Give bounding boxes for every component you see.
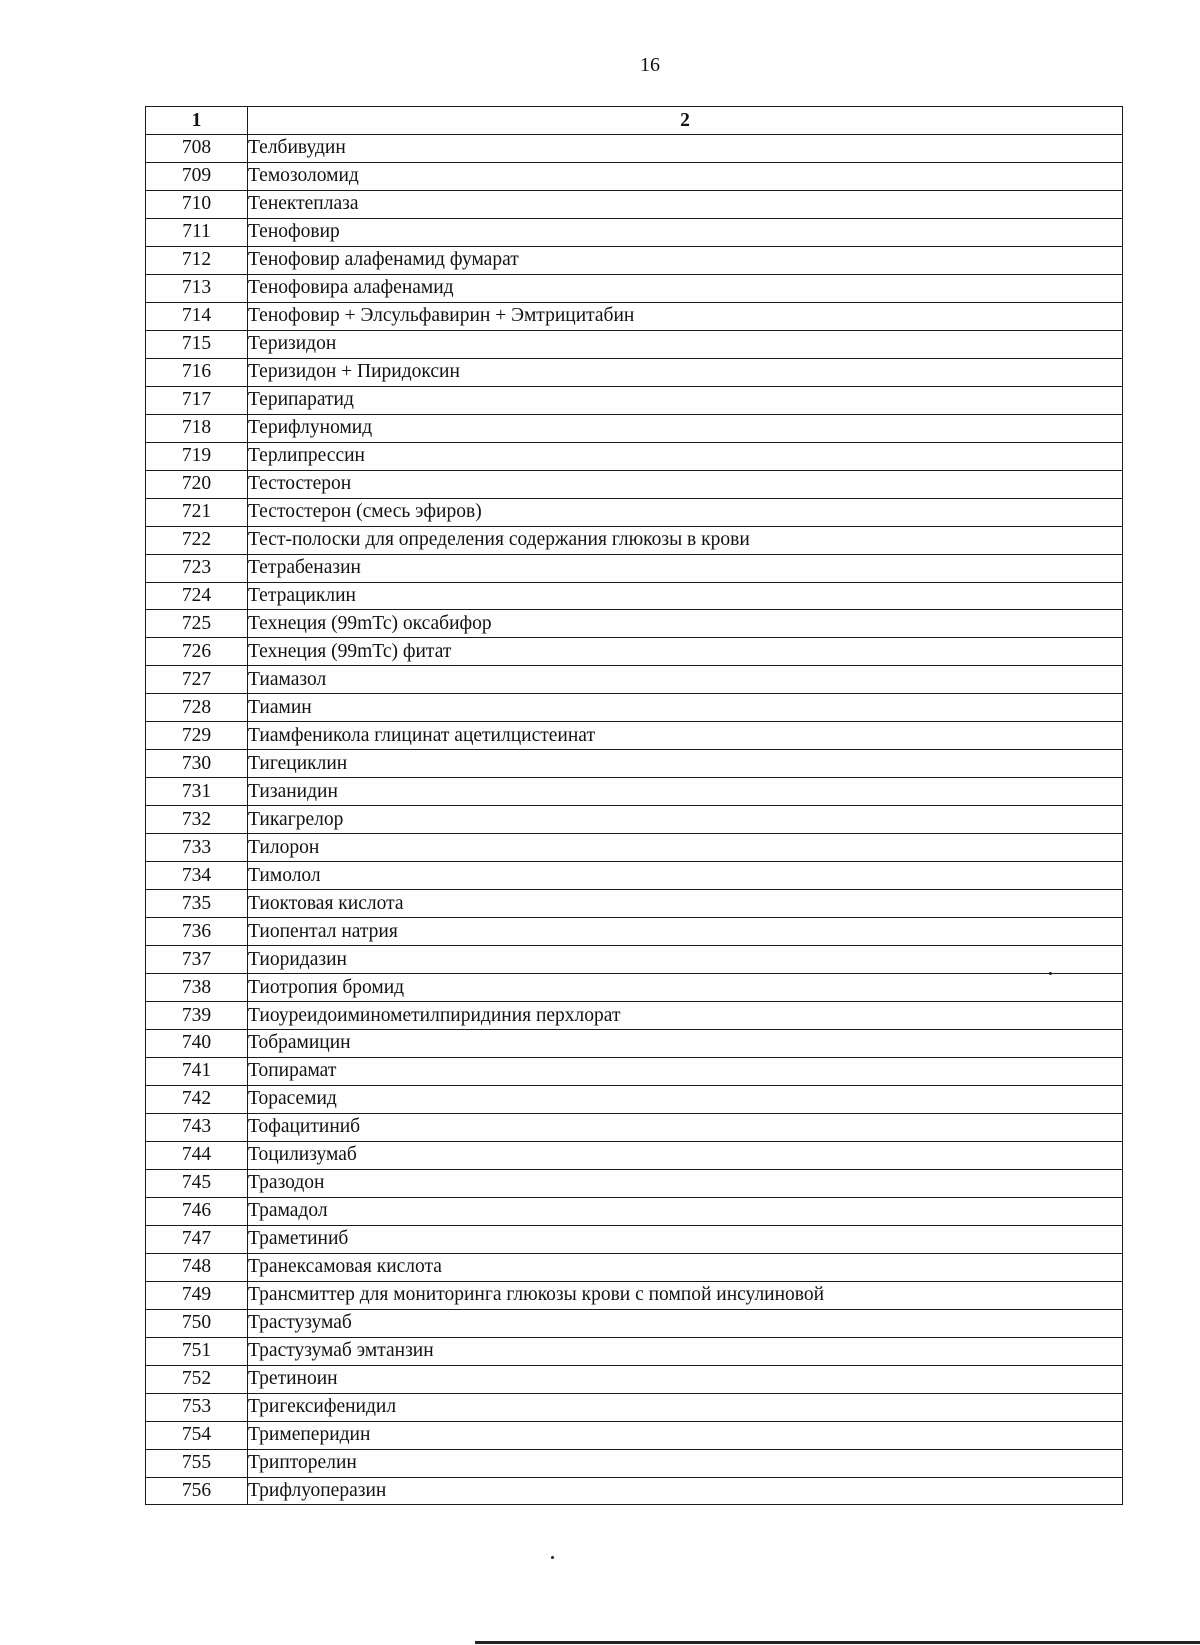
- drug-name: Теризидон + Пиридоксин: [248, 358, 1123, 386]
- row-number: 742: [146, 1085, 248, 1113]
- table-row: [146, 190, 1123, 218]
- drug-name: Тоцилизумаб: [248, 1141, 1123, 1169]
- drug-name: Тилорон: [248, 834, 1123, 862]
- row-number: 752: [146, 1365, 248, 1393]
- drug-name: Телбивудин: [248, 135, 1123, 163]
- row-number: 719: [146, 442, 248, 470]
- table-row: [146, 1030, 1123, 1058]
- drug-name: Траметиниб: [248, 1225, 1123, 1253]
- table-row: [146, 694, 1123, 722]
- drug-name: Тиамфеникола глицинат ацетилцистеинат: [248, 722, 1123, 750]
- table-row: [146, 1113, 1123, 1141]
- row-number: 720: [146, 470, 248, 498]
- row-number: 715: [146, 330, 248, 358]
- table-row: [146, 526, 1123, 554]
- row-number: 713: [146, 274, 248, 302]
- row-number: 736: [146, 918, 248, 946]
- table-row: [146, 862, 1123, 890]
- table-row: [146, 1337, 1123, 1365]
- table-row: [146, 470, 1123, 498]
- drug-name: Терипаратид: [248, 386, 1123, 414]
- row-number: 731: [146, 778, 248, 806]
- row-number: 750: [146, 1309, 248, 1337]
- row-number: 711: [146, 218, 248, 246]
- row-number: 722: [146, 526, 248, 554]
- drug-name: Трастузумаб: [248, 1309, 1123, 1337]
- drug-name: Тенофовира алафенамид: [248, 274, 1123, 302]
- table-row: [146, 834, 1123, 862]
- row-number: 717: [146, 386, 248, 414]
- drug-name: Транексамовая кислота: [248, 1253, 1123, 1281]
- table-row: [146, 1225, 1123, 1253]
- drug-name: Тобрамицин: [248, 1030, 1123, 1058]
- row-number: 732: [146, 806, 248, 834]
- drug-name: Тестостерон (смесь эфиров): [248, 498, 1123, 526]
- drug-name: Тиопентал натрия: [248, 918, 1123, 946]
- drug-name: Тримеперидин: [248, 1421, 1123, 1449]
- table-row: [146, 1253, 1123, 1281]
- row-number: 708: [146, 135, 248, 163]
- row-number: 739: [146, 1002, 248, 1030]
- drug-name: Тигециклин: [248, 750, 1123, 778]
- table-row: [146, 274, 1123, 302]
- drug-list-table: [145, 106, 1123, 1505]
- drug-name: Тофацитиниб: [248, 1113, 1123, 1141]
- row-number: 728: [146, 694, 248, 722]
- row-number: 724: [146, 582, 248, 610]
- row-number: 738: [146, 974, 248, 1002]
- table-row: [146, 135, 1123, 163]
- row-number: 755: [146, 1449, 248, 1477]
- table-row: [146, 498, 1123, 526]
- table-row: [146, 610, 1123, 638]
- drug-name: Тенофовир + Элсульфавирин + Эмтрицитабин: [248, 302, 1123, 330]
- row-number: 741: [146, 1057, 248, 1085]
- drug-name: Тиоктовая кислота: [248, 890, 1123, 918]
- table-row: [146, 1085, 1123, 1113]
- row-number: 733: [146, 834, 248, 862]
- table-row: [146, 358, 1123, 386]
- scan-edge-line: [475, 1641, 1200, 1644]
- table-row: [146, 246, 1123, 274]
- column-header-name: 2: [248, 107, 1123, 135]
- drug-name: Тразодон: [248, 1169, 1123, 1197]
- table-row: [146, 330, 1123, 358]
- row-number: 710: [146, 190, 248, 218]
- row-number: 751: [146, 1337, 248, 1365]
- table-row: [146, 414, 1123, 442]
- drug-name: Тикагрелор: [248, 806, 1123, 834]
- table-row: [146, 442, 1123, 470]
- drug-name: Тизанидин: [248, 778, 1123, 806]
- drug-name: Тетрабеназин: [248, 554, 1123, 582]
- table-body: [146, 135, 1123, 1505]
- table-row: [146, 638, 1123, 666]
- row-number: 754: [146, 1421, 248, 1449]
- table-row: [146, 162, 1123, 190]
- drug-name: Тиоридазин: [248, 946, 1123, 974]
- drug-name: Темозоломид: [248, 162, 1123, 190]
- scan-speck: [1049, 972, 1052, 975]
- table-row: [146, 974, 1123, 1002]
- row-number: 740: [146, 1030, 248, 1058]
- row-number: 718: [146, 414, 248, 442]
- drug-name: Торасемид: [248, 1085, 1123, 1113]
- table-row: [146, 386, 1123, 414]
- row-number: 714: [146, 302, 248, 330]
- drug-name: Терлипрессин: [248, 442, 1123, 470]
- table-row: [146, 302, 1123, 330]
- table-row: [146, 1169, 1123, 1197]
- table-row: [146, 778, 1123, 806]
- row-number: 746: [146, 1197, 248, 1225]
- drug-name: Тенектеплаза: [248, 190, 1123, 218]
- drug-name: Терифлуномид: [248, 414, 1123, 442]
- table-row: [146, 1449, 1123, 1477]
- table-row: [146, 1057, 1123, 1085]
- drug-name: Тест-полоски для определения содержания глюкозы в крови: [248, 526, 1123, 554]
- row-number: 716: [146, 358, 248, 386]
- drug-name: Третиноин: [248, 1365, 1123, 1393]
- table-row: [146, 890, 1123, 918]
- drug-name: Трастузумаб эмтанзин: [248, 1337, 1123, 1365]
- row-number: 727: [146, 666, 248, 694]
- table-row: [146, 1421, 1123, 1449]
- row-number: 723: [146, 554, 248, 582]
- row-number: 748: [146, 1253, 248, 1281]
- row-number: 753: [146, 1393, 248, 1421]
- row-number: 744: [146, 1141, 248, 1169]
- row-number: 734: [146, 862, 248, 890]
- table-row: [146, 722, 1123, 750]
- table-row: [146, 918, 1123, 946]
- table-row: [146, 1393, 1123, 1421]
- row-number: 712: [146, 246, 248, 274]
- scan-speck: [551, 1556, 554, 1559]
- drug-name: Технеция (99mTc) оксабифор: [248, 610, 1123, 638]
- drug-name: Тиамазол: [248, 666, 1123, 694]
- table-row: [146, 582, 1123, 610]
- row-number: 756: [146, 1477, 248, 1505]
- drug-name: Тимолол: [248, 862, 1123, 890]
- row-number: 735: [146, 890, 248, 918]
- row-number: 743: [146, 1113, 248, 1141]
- table-row: [146, 218, 1123, 246]
- drug-name: Трансмиттер для мониторинга глюкозы крови с помпой инсулиновой: [248, 1281, 1123, 1309]
- drug-name: Топирамат: [248, 1057, 1123, 1085]
- drug-name: Трамадол: [248, 1197, 1123, 1225]
- column-header-number: 1: [146, 107, 248, 135]
- page-number: 16: [640, 54, 660, 76]
- drug-name: Тиамин: [248, 694, 1123, 722]
- row-number: 725: [146, 610, 248, 638]
- drug-name: Трифлуоперазин: [248, 1477, 1123, 1505]
- table-row: [146, 1365, 1123, 1393]
- row-number: 747: [146, 1225, 248, 1253]
- drug-name: Технеция (99mTc) фитат: [248, 638, 1123, 666]
- table-row: [146, 1309, 1123, 1337]
- table-row: [146, 554, 1123, 582]
- drug-name: Тригексифенидил: [248, 1393, 1123, 1421]
- table-row: [146, 1197, 1123, 1225]
- table-row: [146, 1002, 1123, 1030]
- drug-name: Тенофовир алафенамид фумарат: [248, 246, 1123, 274]
- drug-name: Тетрациклин: [248, 582, 1123, 610]
- row-number: 726: [146, 638, 248, 666]
- drug-name: Тенофовир: [248, 218, 1123, 246]
- row-number: 729: [146, 722, 248, 750]
- table-row: [146, 1281, 1123, 1309]
- row-number: 709: [146, 162, 248, 190]
- table-row: [146, 946, 1123, 974]
- drug-name: Тиотропия бромид: [248, 974, 1123, 1002]
- drug-name: Трипторелин: [248, 1449, 1123, 1477]
- row-number: 730: [146, 750, 248, 778]
- table-row: [146, 1477, 1123, 1505]
- row-number: 737: [146, 946, 248, 974]
- table-row: [146, 666, 1123, 694]
- table-row: [146, 806, 1123, 834]
- row-number: 745: [146, 1169, 248, 1197]
- drug-name: Теризидон: [248, 330, 1123, 358]
- row-number: 721: [146, 498, 248, 526]
- drug-name: Тиоуреидоиминометилпиридиния перхлорат: [248, 1002, 1123, 1030]
- table-row: [146, 750, 1123, 778]
- table-row: [146, 1141, 1123, 1169]
- table-header-row: [146, 107, 1123, 135]
- drug-name: Тестостерон: [248, 470, 1123, 498]
- row-number: 749: [146, 1281, 248, 1309]
